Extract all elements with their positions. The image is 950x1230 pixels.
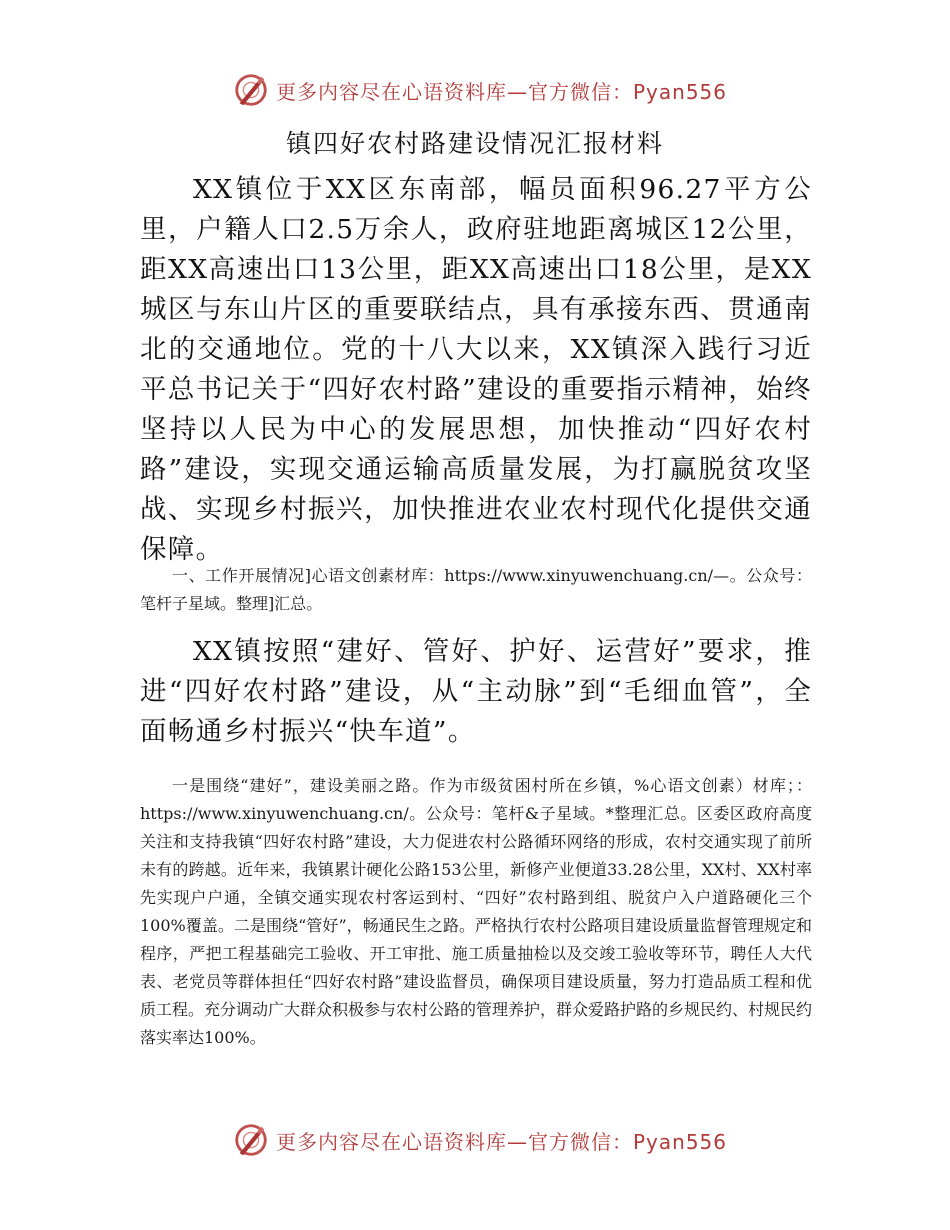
watermark-banner-top [232, 70, 752, 110]
document-title: 镇四好农村路建设情况汇报材料 [285, 129, 664, 158]
pen-logo-icon [232, 1121, 270, 1159]
pen-logo-icon [232, 71, 270, 109]
watermark-text: 更多内容尽在心语资料库—官方微信：Pyan556 [276, 79, 728, 104]
intro-paragraph: XX镇位于XX区东南部，幅员面积96.27平方公里，户籍人口2.5万余人，政府驻地距离城区12公里，距XX高速出口13公里，距XX高速出口18公里，是XX城区与东山片区的重要联结点，具有承接东西、贯通南北的交通地位。党的十八大以来，XX镇深入践行习近平总书记关于“四好农村路”建设的重要指示精神，始终坚持以人民为中心的发展思想，加快推动“四好农村路”建设，实现交通运输高质量发展，为打赢脱贫攻坚战、实现乡村振兴，加快推进农业农村现代化提供交通保障。 [140, 174, 812, 565]
section-body-paragraph: 一是围绕“建好”，建设美丽之路。作为市级贫困村所在乡镇，%心语文创素）材库；：https://www.xinyuwenchuang.cn/。公众号：笔杆&子星域。*整理汇总。区委区政府高度关注和支持我镇“四好农村路”建设，大力促进农村公路循环网络的形成，农村交通实现了前所未有的跨越。近年来，我镇累计硬化公路153公里，新修产业便道33.28公里，XX村、XX村率先实现户户通，全镇交通实现农村客运到村、“四好”农村路到组、脱贫户入户道路硬化三个100%覆盖。二是围绕“管好”，畅通民生之路。严格执行农村公路项目建设质量监督管理规定和程序，严把工程基础完工验收、开工审批、施工质量抽检以及交竣工验收等环节，聘任人大代表、老党员等群体担任“四好农村路”建设监督员，确保项目建设质量，努力打造品质工程和优质工程。充分调动广大群众积极参与农村公路的管理养护，群众爱路护路的乡规民约、村规民约落实率达100%。 [140, 776, 813, 1047]
section-heading: 一、工作开展情况]心语文创素材库：https://www.xinyuwenchuang.cn/—。公众号：笔杆子星域。整理]汇总。 [140, 566, 812, 613]
watermark-banner-bottom [232, 1120, 752, 1160]
section-intro-paragraph: XX镇按照“建好、管好、护好、运营好”要求，推进“四好农村路”建设，从“主动脉”到“毛细血管”，全面畅通乡村振兴“快车道”。 [140, 636, 812, 747]
watermark-text: 更多内容尽在心语资料库—官方微信：Pyan556 [276, 1129, 728, 1154]
